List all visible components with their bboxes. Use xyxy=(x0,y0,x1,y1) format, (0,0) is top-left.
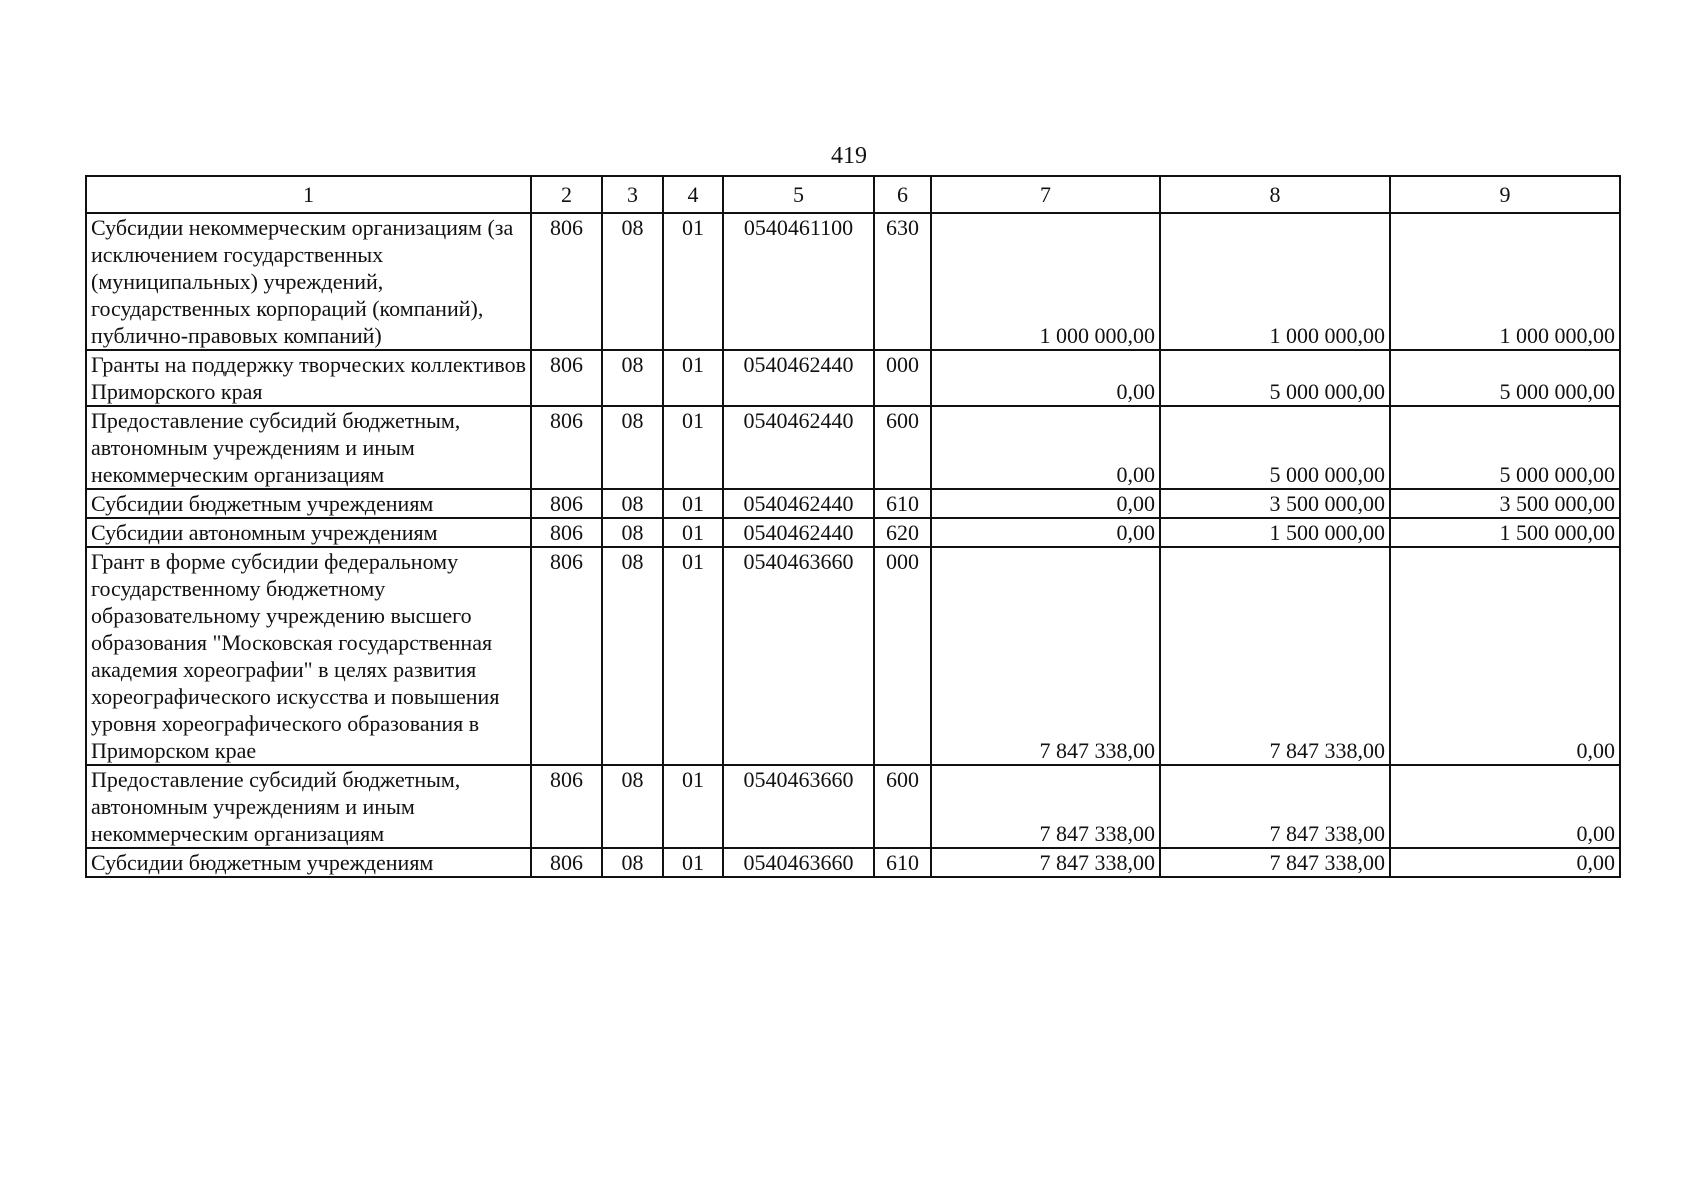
row-vr: 000 xyxy=(874,350,931,406)
row-ved: 806 xyxy=(531,848,602,877)
row-rz: 08 xyxy=(602,547,663,765)
row-csr: 0540462440 xyxy=(723,350,874,406)
row-sum-2: 3 500 000,00 xyxy=(1160,489,1390,518)
row-sum-1: 0,00 xyxy=(931,350,1160,406)
table-row xyxy=(86,350,1620,406)
header-cell: 2 xyxy=(531,176,602,213)
row-pr: 01 xyxy=(663,765,723,848)
row-vr: 610 xyxy=(874,848,931,877)
row-name: Субсидии бюджетным учреждениям xyxy=(86,848,531,877)
row-rz: 08 xyxy=(602,848,663,877)
row-rz: 08 xyxy=(602,350,663,406)
row-csr: 0540462440 xyxy=(723,489,874,518)
row-ved: 806 xyxy=(531,765,602,848)
row-sum-1: 7 847 338,00 xyxy=(931,547,1160,765)
row-sum-3: 0,00 xyxy=(1390,547,1620,765)
header-cell: 1 xyxy=(86,176,531,213)
row-sum-3: 5 000 000,00 xyxy=(1390,406,1620,489)
row-name: Гранты на поддержку творческих коллективов Приморского края xyxy=(86,350,531,406)
row-name: Грант в форме субсидии федеральному государственному бюджетному образовательному учреждению высшего образования "Московская государственная академия хореографии" в целях развития хореографического искусства и повышения уровня хореографического образования в Приморском крае xyxy=(86,547,531,765)
header-cell: 8 xyxy=(1160,176,1390,213)
row-pr: 01 xyxy=(663,547,723,765)
table-row xyxy=(86,518,1620,547)
row-sum-3: 5 000 000,00 xyxy=(1390,350,1620,406)
table-row xyxy=(86,489,1620,518)
row-pr: 01 xyxy=(663,350,723,406)
row-sum-3: 1 000 000,00 xyxy=(1390,213,1620,350)
row-sum-3: 3 500 000,00 xyxy=(1390,489,1620,518)
table-row xyxy=(86,213,1620,350)
row-csr: 0540462440 xyxy=(723,518,874,547)
header-cell: 3 xyxy=(602,176,663,213)
row-name: Предоставление субсидий бюджетным, автономным учреждениям и иным некоммерческим организациям xyxy=(86,406,531,489)
row-name: Субсидии бюджетным учреждениям xyxy=(86,489,531,518)
row-vr: 620 xyxy=(874,518,931,547)
row-vr: 610 xyxy=(874,489,931,518)
row-csr: 0540463660 xyxy=(723,848,874,877)
row-sum-3: 0,00 xyxy=(1390,765,1620,848)
header-row xyxy=(86,176,1620,213)
row-sum-1: 0,00 xyxy=(931,406,1160,489)
row-name: Субсидии некоммерческим организациям (за исключением государственных (муниципальных) учреждений, государственных корпораций (компаний), публично-правовых компаний) xyxy=(86,213,531,350)
row-sum-2: 5 000 000,00 xyxy=(1160,350,1390,406)
row-ved: 806 xyxy=(531,518,602,547)
row-sum-1: 7 847 338,00 xyxy=(931,765,1160,848)
row-name: Предоставление субсидий бюджетным, автономным учреждениям и иным некоммерческим организациям xyxy=(86,765,531,848)
header-cell: 6 xyxy=(874,176,931,213)
row-ved: 806 xyxy=(531,350,602,406)
header-cell: 7 xyxy=(931,176,1160,213)
row-sum-1: 1 000 000,00 xyxy=(931,213,1160,350)
row-sum-2: 1 500 000,00 xyxy=(1160,518,1390,547)
row-vr: 630 xyxy=(874,213,931,350)
row-csr: 0540462440 xyxy=(723,406,874,489)
row-pr: 01 xyxy=(663,489,723,518)
header-cell: 9 xyxy=(1390,176,1620,213)
row-pr: 01 xyxy=(663,406,723,489)
table-row xyxy=(86,547,1620,765)
row-sum-2: 1 000 000,00 xyxy=(1160,213,1390,350)
budget-table xyxy=(85,175,1621,878)
row-csr: 0540463660 xyxy=(723,765,874,848)
row-vr: 000 xyxy=(874,547,931,765)
row-pr: 01 xyxy=(663,848,723,877)
page-number: 419 xyxy=(831,143,867,169)
row-sum-2: 7 847 338,00 xyxy=(1160,765,1390,848)
table-body xyxy=(86,213,1620,877)
row-ved: 806 xyxy=(531,213,602,350)
row-rz: 08 xyxy=(602,406,663,489)
row-sum-2: 7 847 338,00 xyxy=(1160,547,1390,765)
row-sum-1: 0,00 xyxy=(931,489,1160,518)
row-name: Субсидии автономным учреждениям xyxy=(86,518,531,547)
table-row xyxy=(86,848,1620,877)
row-sum-1: 0,00 xyxy=(931,518,1160,547)
row-csr: 0540463660 xyxy=(723,547,874,765)
row-ved: 806 xyxy=(531,547,602,765)
row-sum-1: 7 847 338,00 xyxy=(931,848,1160,877)
row-pr: 01 xyxy=(663,518,723,547)
table-row xyxy=(86,406,1620,489)
row-sum-2: 5 000 000,00 xyxy=(1160,406,1390,489)
row-ved: 806 xyxy=(531,489,602,518)
row-rz: 08 xyxy=(602,765,663,848)
row-csr: 0540461100 xyxy=(723,213,874,350)
header-cell: 4 xyxy=(663,176,723,213)
row-vr: 600 xyxy=(874,765,931,848)
row-rz: 08 xyxy=(602,213,663,350)
row-vr: 600 xyxy=(874,406,931,489)
table-row xyxy=(86,765,1620,848)
row-rz: 08 xyxy=(602,518,663,547)
row-sum-3: 0,00 xyxy=(1390,848,1620,877)
row-sum-2: 7 847 338,00 xyxy=(1160,848,1390,877)
header-cell: 5 xyxy=(723,176,874,213)
row-rz: 08 xyxy=(602,489,663,518)
row-pr: 01 xyxy=(663,213,723,350)
row-sum-3: 1 500 000,00 xyxy=(1390,518,1620,547)
row-ved: 806 xyxy=(531,406,602,489)
